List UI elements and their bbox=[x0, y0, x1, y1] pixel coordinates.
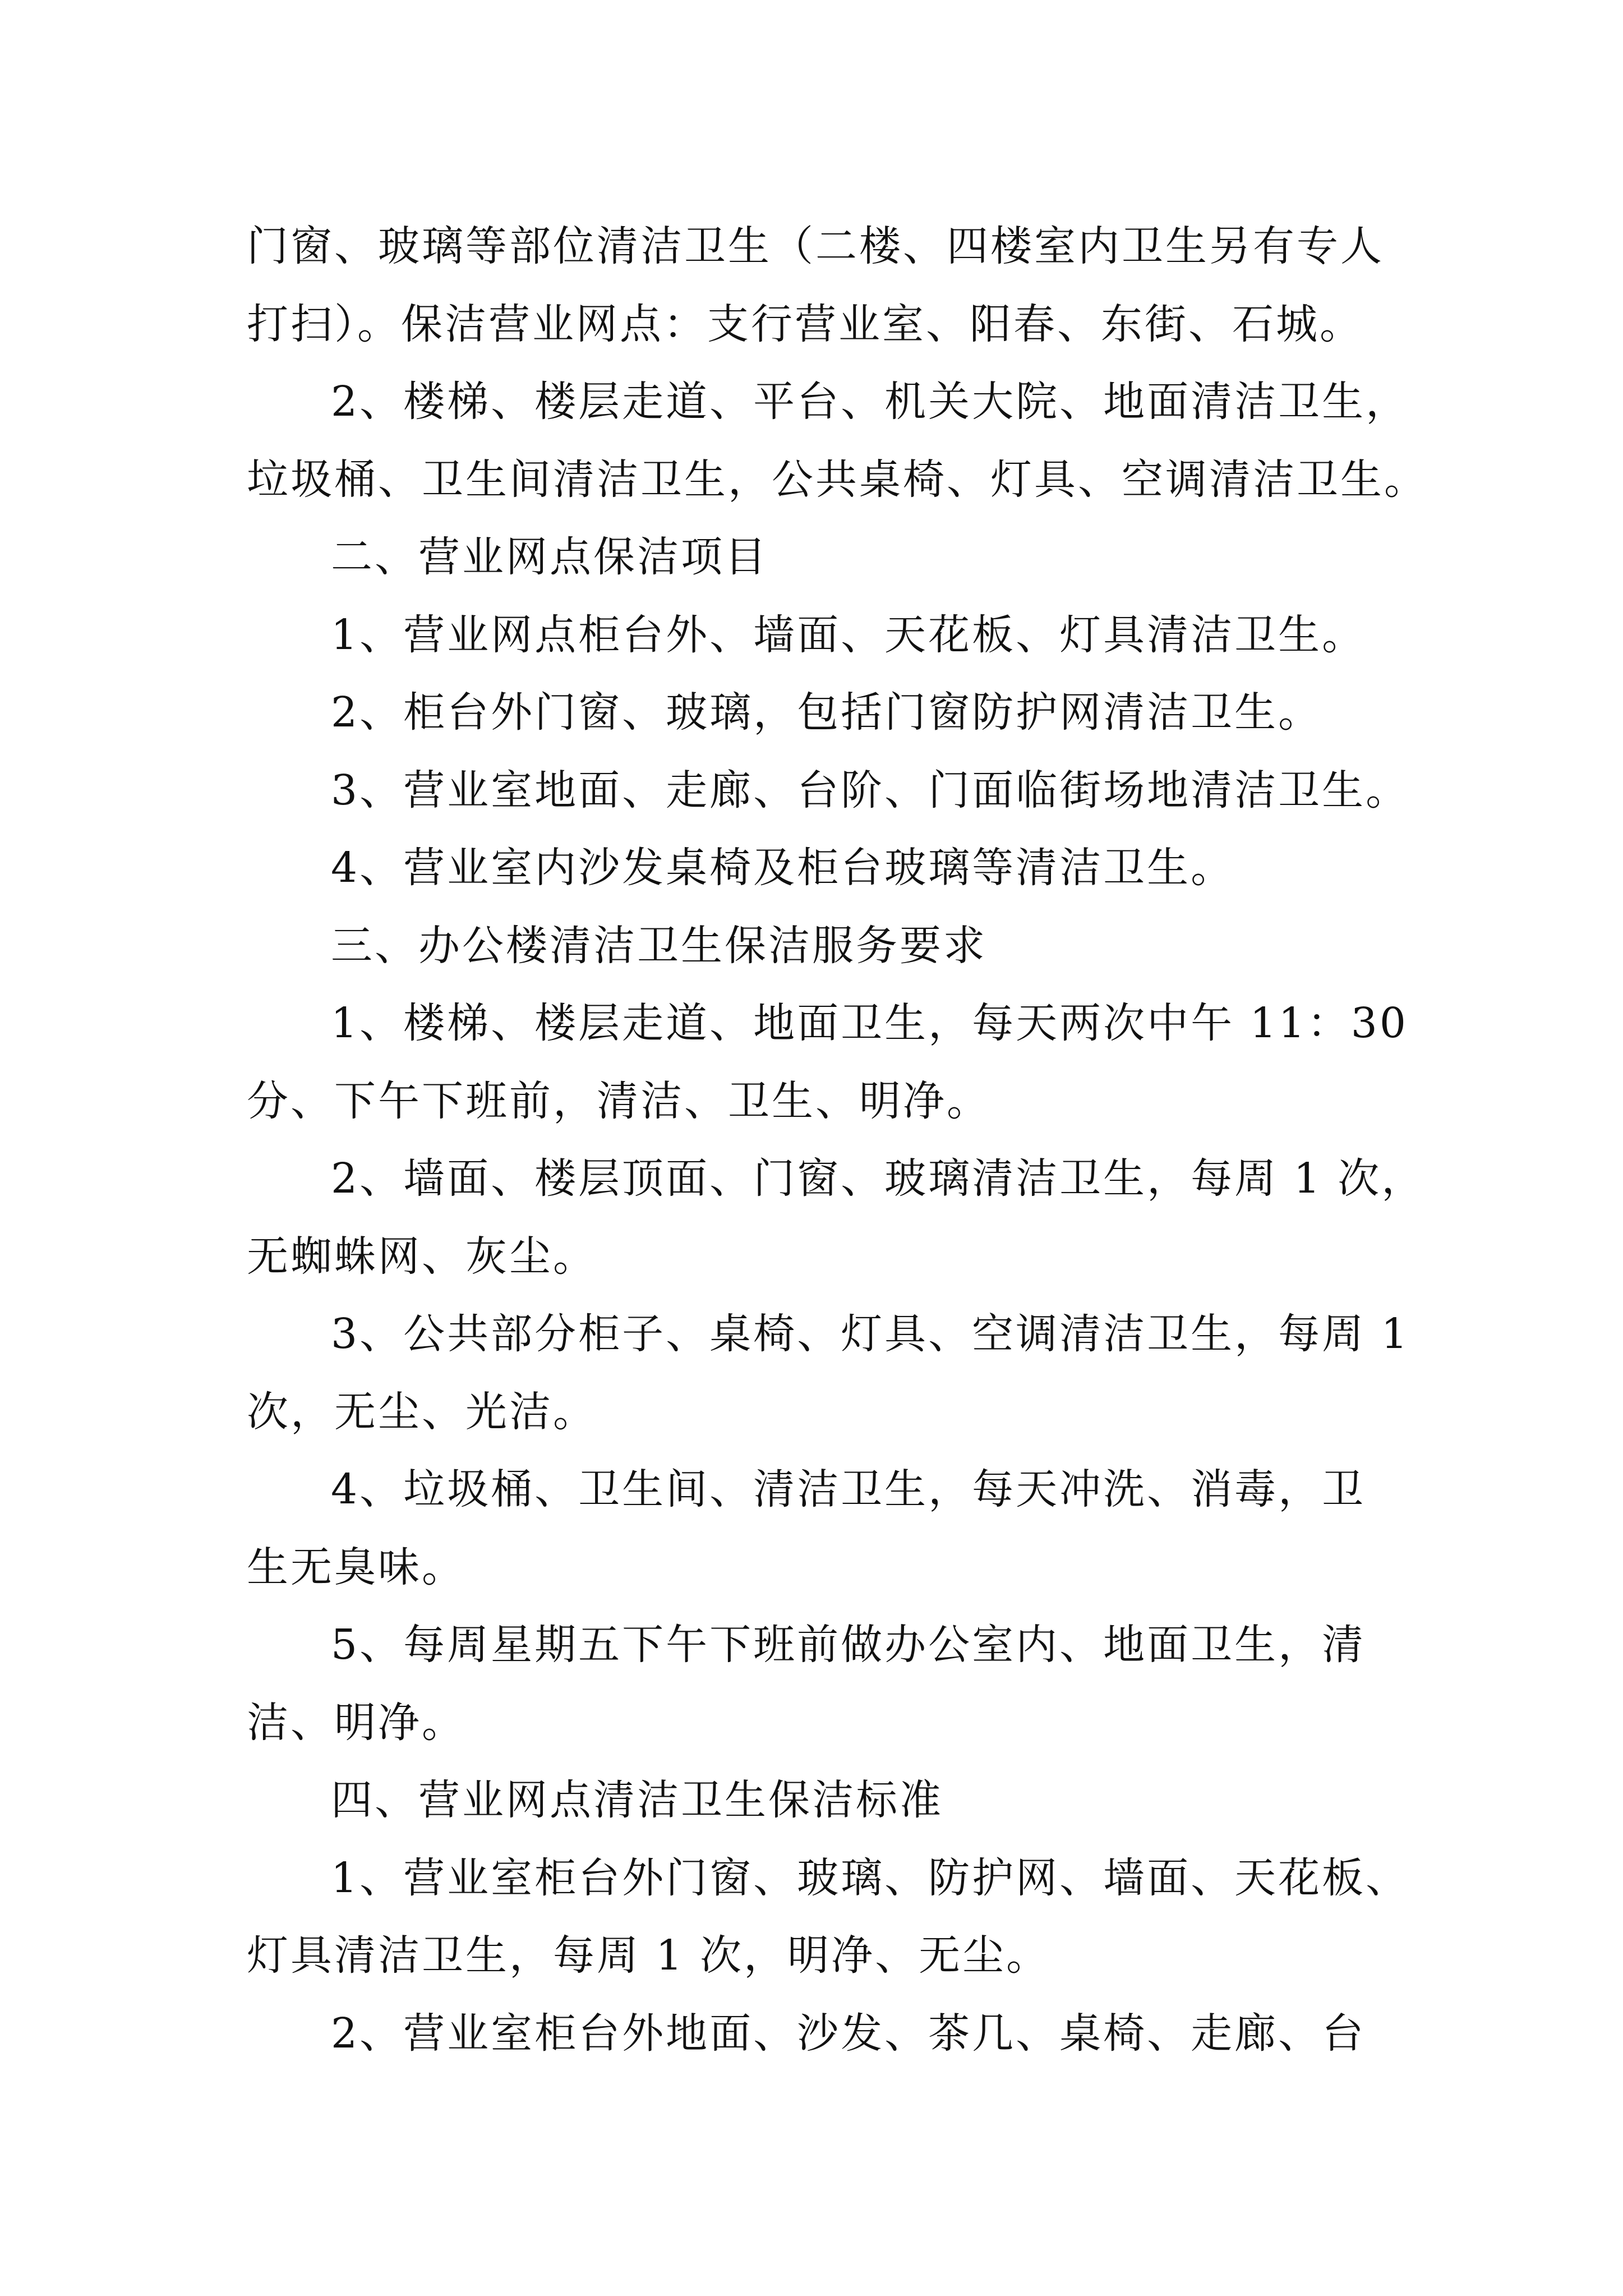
section-heading: 三、办公楼清洁卫生保洁服务要求 bbox=[331, 921, 987, 970]
text-line: 打扫）。保洁营业网点：支行营业室、阳春、东街、石城。 bbox=[247, 300, 1363, 348]
text-line: 2、楼梯、楼层走道、平台、机关大院、地面清洁卫生， bbox=[331, 378, 1410, 426]
text-line: 门窗、玻璃等部位清洁卫生（二楼、四楼室内卫生另有专人 bbox=[247, 222, 1384, 270]
text-line: 2、墙面、楼层顶面、门窗、玻璃清洁卫生，每周 1 次， bbox=[331, 1154, 1426, 1203]
text-line: 4、营业室内沙发桌椅及柜台玻璃等清洁卫生。 bbox=[331, 844, 1235, 892]
text-line: 洁、明净。 bbox=[247, 1698, 465, 1747]
text-line: 无蜘蛛网、灰尘。 bbox=[247, 1232, 597, 1281]
text-line: 5、每周星期五下午下班前做办公室内、地面卫生，清 bbox=[331, 1621, 1366, 1669]
text-line: 1、营业室柜台外门窗、玻璃、防护网、墙面、天花板、 bbox=[331, 1853, 1410, 1902]
text-line: 3、公共部分柜子、桌椅、灯具、空调清洁卫生，每周 1 bbox=[331, 1310, 1410, 1358]
text-line: 2、柜台外门窗、玻璃，包括门窗防护网清洁卫生。 bbox=[331, 688, 1322, 737]
text-line: 1、营业网点柜台外、墙面、天花板、灯具清洁卫生。 bbox=[331, 610, 1366, 659]
section-heading: 二、营业网点保洁项目 bbox=[331, 533, 768, 581]
section-heading: 四、营业网点清洁卫生保洁标准 bbox=[331, 1776, 943, 1824]
text-line: 生无臭味。 bbox=[247, 1543, 465, 1591]
text-line: 2、营业室柜台外地面、沙发、茶几、桌椅、走廊、台 bbox=[331, 2009, 1366, 2058]
text-line: 3、营业室地面、走廊、台阶、门面临街场地清洁卫生。 bbox=[331, 766, 1410, 815]
text-line: 垃圾桶、卫生间清洁卫生，公共桌椅、灯具、空调清洁卫生。 bbox=[247, 455, 1428, 504]
text-line: 1、楼梯、楼层走道、地面卫生，每天两次中午 11：30 bbox=[331, 999, 1408, 1047]
text-line: 次，无尘、光洁。 bbox=[247, 1387, 597, 1436]
text-line: 分、下午下班前，清洁、卫生、明净。 bbox=[247, 1076, 990, 1125]
text-line: 4、垃圾桶、卫生间、清洁卫生，每天冲洗、消毒，卫 bbox=[331, 1465, 1366, 1513]
document-body bbox=[247, 208, 1428, 2072]
text-line: 灯具清洁卫生，每周 1 次，明净、无尘。 bbox=[247, 1931, 1050, 1980]
